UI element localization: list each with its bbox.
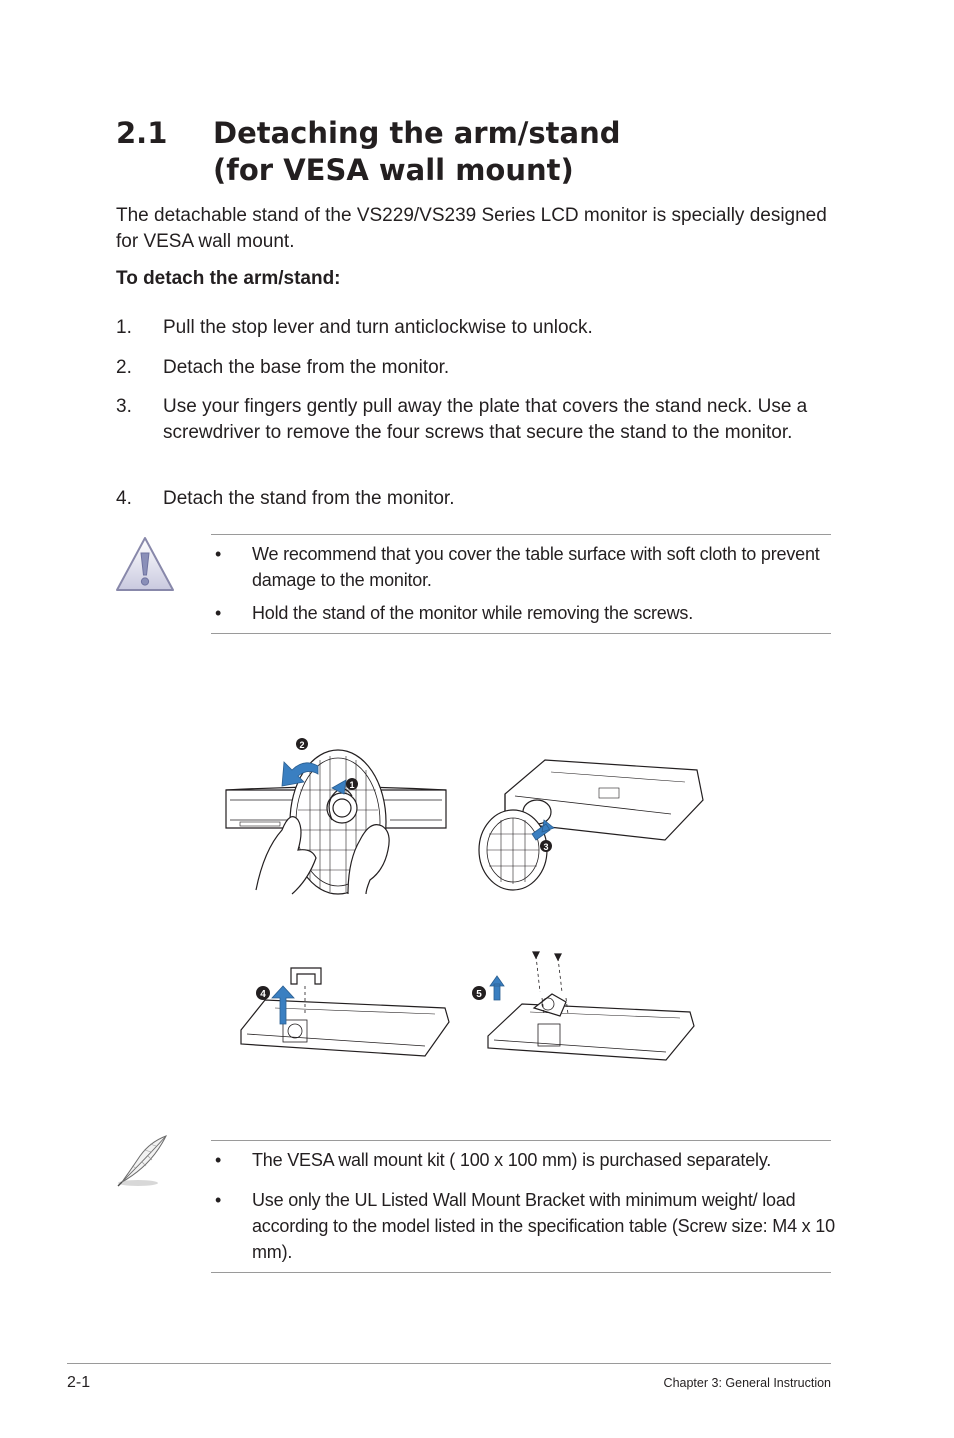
marker-3: 3 (543, 842, 549, 852)
warning-box (211, 534, 831, 634)
section-number: 2.1 (116, 116, 168, 150)
detach-stand-illustration (220, 730, 710, 1070)
marker-5: 5 (476, 989, 482, 1000)
step-text: Detach the stand from the monitor. (163, 488, 455, 509)
bullet-dot: • (215, 1150, 222, 1170)
note-bullet-text: The VESA wall mount kit ( 100 x 100 mm) is purchased separately. (252, 1150, 772, 1170)
step-number: 1. (116, 317, 132, 338)
step-text: Pull the stop lever and turn anticlockwise to unlock. (163, 317, 593, 338)
step-number: 3. (116, 396, 132, 417)
step-number: 2. (116, 357, 132, 378)
warning-triangle-icon (114, 535, 176, 593)
footer-divider (67, 1363, 831, 1364)
marker-2: 2 (299, 740, 305, 750)
note-box (211, 1140, 835, 1273)
bullet-dot: • (215, 1190, 222, 1210)
step-number: 4. (116, 488, 132, 509)
chapter-label: Chapter 3: General Instruction (663, 1376, 831, 1390)
step-text: Use your fingers gently pull away the plate that covers the stand neck. Use a screwdriver to remove the four screws that secure the stand to the monitor. (163, 396, 808, 443)
panel-remove-plate (241, 968, 449, 1056)
note-bullet-text: Use only the UL Listed Wall Mount Bracket with minimum weight/ load according to the model listed in the specification table (Screw size: M4 x 10 mm). (252, 1190, 835, 1262)
feather-pen-icon (112, 1132, 172, 1190)
intro-paragraph: The detachable stand of the VS229/VS239 Series LCD monitor is specially designed for VESA wall mount. (116, 205, 827, 252)
panel-remove-screws (488, 952, 694, 1060)
bullet-dot: • (215, 544, 222, 564)
section-title-line2: (for VESA wall mount) (213, 153, 574, 187)
marker-4: 4 (260, 989, 266, 1000)
panel-unlock-base (226, 750, 446, 894)
screw-up-arrow-icon (490, 976, 504, 1000)
procedure-subheading: To detach the arm/stand: (116, 268, 341, 289)
page-number: 2-1 (67, 1374, 91, 1391)
bullet-dot: • (215, 603, 222, 623)
section-title-line1: Detaching the arm/stand (213, 116, 621, 150)
warning-bullet-text: We recommend that you cover the table surface with soft cloth to prevent damage to the monitor. (252, 544, 820, 590)
warning-bullet-text: Hold the stand of the monitor while removing the screws. (252, 603, 694, 623)
panel-detach-base (479, 760, 703, 890)
plate-up-arrow-icon (272, 986, 294, 1024)
marker-1: 1 (349, 780, 355, 790)
step-text: Detach the base from the monitor. (163, 357, 450, 378)
